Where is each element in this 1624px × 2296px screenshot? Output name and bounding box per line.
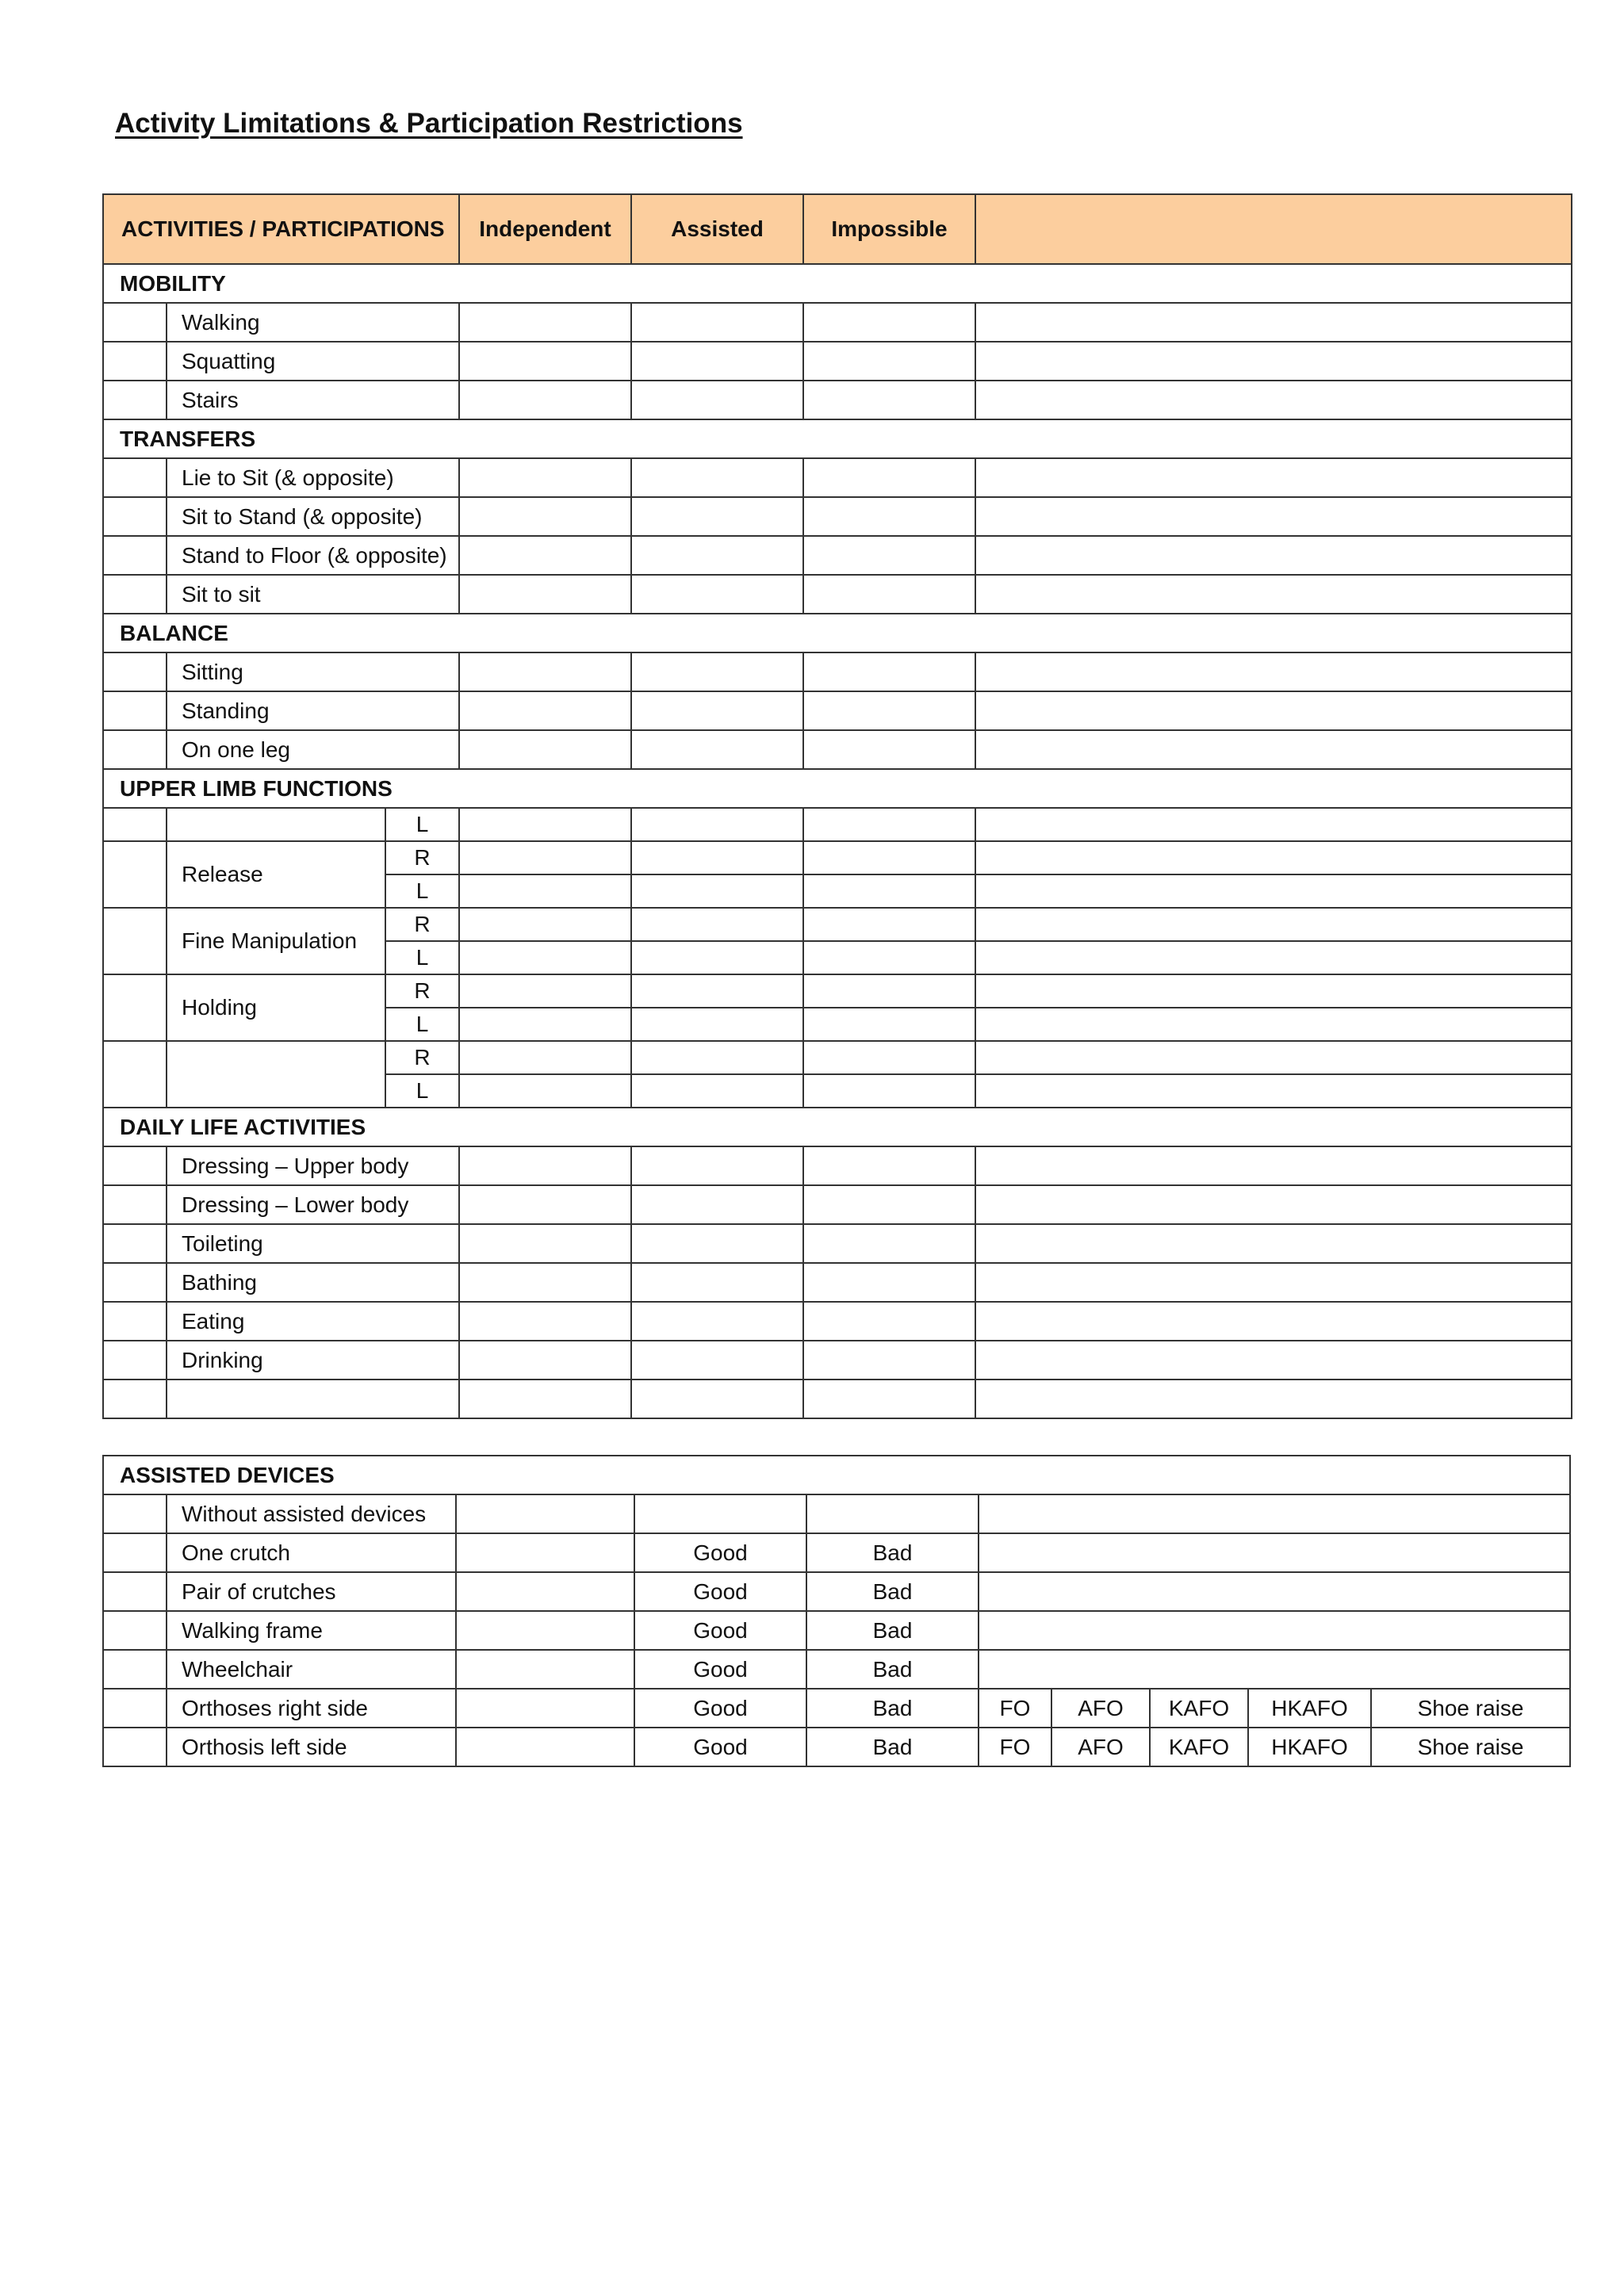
activity-label: Dressing – Upper body [167, 1146, 459, 1185]
device-label: Wheelchair [167, 1650, 456, 1689]
table-row [103, 1572, 1570, 1611]
notes-cell[interactable] [975, 303, 1572, 342]
blank-cell [103, 497, 167, 536]
orthosis-type-hkafo[interactable]: HKAFO [1248, 1689, 1371, 1728]
checkbox-independent[interactable] [459, 536, 631, 575]
table-row [103, 342, 1572, 381]
checkbox-assisted[interactable] [631, 730, 803, 769]
header-row [103, 194, 1572, 264]
side-label: R [385, 908, 459, 941]
checkbox-impossible[interactable] [803, 1263, 975, 1302]
table-row [103, 1533, 1570, 1572]
checkbox-impossible[interactable] [803, 1146, 975, 1185]
checkbox-assisted[interactable] [631, 575, 803, 614]
bad-option[interactable]: Bad [806, 1572, 979, 1611]
table-row [103, 974, 1572, 1008]
checkbox-impossible[interactable] [803, 1380, 975, 1418]
checkbox-independent[interactable] [459, 974, 631, 1008]
checkbox-impossible[interactable] [803, 342, 975, 381]
checkbox-assisted[interactable] [631, 1146, 803, 1185]
col-header-activities: ACTIVITIES / PARTICIPATIONS [103, 194, 459, 264]
checkbox-assisted[interactable] [631, 652, 803, 691]
notes-cell[interactable] [975, 730, 1572, 769]
col-header-assisted: Assisted [631, 194, 803, 264]
checkbox-assisted[interactable] [631, 1341, 803, 1380]
table-row [103, 730, 1572, 769]
checkbox-assisted[interactable] [631, 691, 803, 730]
checkbox-independent[interactable] [459, 1008, 631, 1041]
checkbox-device[interactable] [456, 1728, 634, 1766]
section-title-assisted-devices: ASSISTED DEVICES [103, 1456, 1570, 1494]
activity-label: Eating [167, 1302, 459, 1341]
checkbox-device[interactable] [456, 1611, 634, 1650]
checkbox-device[interactable] [456, 1494, 634, 1533]
table-row [103, 908, 1572, 941]
side-label: L [385, 808, 459, 841]
limb-function-label: Fine Manipulation [167, 908, 385, 974]
checkbox-assisted[interactable] [631, 941, 803, 974]
checkbox-impossible[interactable] [803, 974, 975, 1008]
checkbox-assisted[interactable] [631, 1224, 803, 1263]
orthosis-type-shoe-raise[interactable]: Shoe raise [1371, 1728, 1570, 1766]
checkbox-impossible[interactable] [803, 808, 975, 841]
section-title-daily-life: DAILY LIFE ACTIVITIES [103, 1108, 1572, 1146]
blank-cell [103, 1224, 167, 1263]
blank-cell [103, 575, 167, 614]
activity-label: Stand to Floor (& opposite) [167, 536, 459, 575]
section-title-upper-limb: UPPER LIMB FUNCTIONS [103, 769, 1572, 808]
blank-cell [103, 1611, 167, 1650]
checkbox-assisted[interactable] [631, 908, 803, 941]
checkbox-impossible[interactable] [803, 381, 975, 419]
checkbox-device[interactable] [456, 1533, 634, 1572]
blank-cell [167, 1041, 385, 1108]
checkbox-assisted[interactable] [631, 1008, 803, 1041]
blank-cell [103, 1728, 167, 1766]
limb-function-label: Holding [167, 974, 385, 1041]
checkbox-impossible[interactable] [803, 575, 975, 614]
blank-cell [103, 1494, 167, 1533]
notes-cell[interactable] [975, 381, 1572, 419]
checkbox-independent[interactable] [459, 381, 631, 419]
activity-label: Standing [167, 691, 459, 730]
col-header-notes [975, 194, 1572, 264]
side-label: R [385, 1041, 459, 1074]
activity-label: Dressing – Lower body [167, 1185, 459, 1224]
checkbox-impossible[interactable] [803, 1224, 975, 1263]
notes-cell[interactable] [979, 1650, 1570, 1689]
table-row [103, 1341, 1572, 1380]
checkbox-device[interactable] [456, 1650, 634, 1689]
checkbox-independent[interactable] [459, 1185, 631, 1224]
activities-table [102, 193, 1572, 1419]
checkbox-assisted[interactable] [631, 1041, 803, 1074]
checkbox-impossible[interactable] [803, 841, 975, 874]
checkbox-independent[interactable] [459, 1263, 631, 1302]
checkbox-impossible[interactable] [803, 1041, 975, 1074]
section-row-mobility [103, 264, 1572, 303]
notes-cell[interactable] [975, 941, 1572, 974]
section-row-daily-life [103, 1108, 1572, 1146]
notes-cell[interactable] [975, 652, 1572, 691]
notes-cell[interactable] [979, 1533, 1570, 1572]
blank-cell [103, 1263, 167, 1302]
checkbox-independent[interactable] [459, 941, 631, 974]
blank-cell [103, 1302, 167, 1341]
table-row [103, 303, 1572, 342]
blank-cell [167, 808, 385, 841]
activity-label: Sit to Stand (& opposite) [167, 497, 459, 536]
notes-cell[interactable] [979, 1572, 1570, 1611]
activity-label: Lie to Sit (& opposite) [167, 458, 459, 497]
checkbox-impossible[interactable] [803, 303, 975, 342]
notes-cell[interactable] [975, 536, 1572, 575]
good-option[interactable]: Good [634, 1689, 806, 1728]
activity-label: Sitting [167, 652, 459, 691]
orthosis-type-shoe-raise[interactable]: Shoe raise [1371, 1689, 1570, 1728]
notes-cell[interactable] [975, 1263, 1572, 1302]
checkbox-independent[interactable] [459, 908, 631, 941]
notes-cell[interactable] [975, 1341, 1572, 1380]
checkbox-assisted[interactable] [631, 1074, 803, 1108]
checkbox-impossible[interactable] [803, 1341, 975, 1380]
blank-cell [103, 1146, 167, 1185]
orthosis-type-fo[interactable]: FO [979, 1728, 1051, 1766]
orthosis-type-afo[interactable]: AFO [1051, 1728, 1150, 1766]
table-row [103, 1041, 1572, 1074]
checkbox-impossible[interactable] [803, 1074, 975, 1108]
table-row [103, 1611, 1570, 1650]
bad-option[interactable]: Bad [806, 1728, 979, 1766]
page-title: Activity Limitations & Participation Restrictions [115, 108, 743, 139]
section-row-transfers [103, 419, 1572, 458]
checkbox-assisted[interactable] [631, 974, 803, 1008]
checkbox-assisted[interactable] [631, 1263, 803, 1302]
table-row [103, 691, 1572, 730]
table-row [103, 1728, 1570, 1766]
checkbox-impossible[interactable] [803, 941, 975, 974]
notes-cell[interactable] [975, 1185, 1572, 1224]
notes-cell[interactable] [975, 1041, 1572, 1074]
notes-cell[interactable] [979, 1494, 1570, 1533]
side-label: L [385, 874, 459, 908]
activity-label: Squatting [167, 342, 459, 381]
table-row [103, 1146, 1572, 1185]
device-label: Without assisted devices [167, 1494, 456, 1533]
blank-cell [806, 1494, 979, 1533]
good-option[interactable]: Good [634, 1728, 806, 1766]
checkbox-independent[interactable] [459, 808, 631, 841]
notes-cell[interactable] [979, 1611, 1570, 1650]
table-row [103, 458, 1572, 497]
checkbox-independent[interactable] [459, 691, 631, 730]
notes-cell[interactable] [975, 1074, 1572, 1108]
checkbox-impossible[interactable] [803, 536, 975, 575]
checkbox-independent[interactable] [459, 1302, 631, 1341]
checkbox-independent[interactable] [459, 1380, 631, 1418]
checkbox-impossible[interactable] [803, 691, 975, 730]
checkbox-impossible[interactable] [803, 730, 975, 769]
good-option[interactable]: Good [634, 1572, 806, 1611]
notes-cell[interactable] [975, 974, 1572, 1008]
activity-label: Drinking [167, 1341, 459, 1380]
section-row-assisted-devices [103, 1456, 1570, 1494]
blank-cell [103, 1041, 167, 1108]
checkbox-assisted[interactable] [631, 1380, 803, 1418]
checkbox-assisted[interactable] [631, 381, 803, 419]
checkbox-impossible[interactable] [803, 1302, 975, 1341]
activity-label: On one leg [167, 730, 459, 769]
checkbox-impossible[interactable] [803, 1185, 975, 1224]
notes-cell[interactable] [975, 874, 1572, 908]
checkbox-independent[interactable] [459, 1146, 631, 1185]
table-row [103, 1185, 1572, 1224]
checkbox-assisted[interactable] [631, 342, 803, 381]
blank-cell [103, 458, 167, 497]
blank-cell [103, 1572, 167, 1611]
checkbox-device[interactable] [456, 1689, 634, 1728]
section-row-balance [103, 614, 1572, 652]
blank-cell [103, 841, 167, 908]
section-title-balance: BALANCE [103, 614, 1572, 652]
col-header-independent: Independent [459, 194, 631, 264]
section-row-upper-limb [103, 769, 1572, 808]
bad-option[interactable]: Bad [806, 1611, 979, 1650]
side-label: R [385, 841, 459, 874]
checkbox-assisted[interactable] [631, 458, 803, 497]
bad-option[interactable]: Bad [806, 1689, 979, 1728]
activity-label: Sit to sit [167, 575, 459, 614]
notes-cell[interactable] [975, 908, 1572, 941]
side-label: L [385, 941, 459, 974]
checkbox-independent[interactable] [459, 303, 631, 342]
side-label: L [385, 1074, 459, 1108]
blank-cell [103, 381, 167, 419]
blank-cell [103, 303, 167, 342]
blank-cell [103, 1380, 167, 1418]
table-row [103, 575, 1572, 614]
table-row [103, 381, 1572, 419]
device-label: Walking frame [167, 1611, 456, 1650]
notes-cell[interactable] [975, 808, 1572, 841]
checkbox-assisted[interactable] [631, 1185, 803, 1224]
checkbox-independent[interactable] [459, 342, 631, 381]
blank-cell [103, 691, 167, 730]
checkbox-independent[interactable] [459, 1341, 631, 1380]
good-option[interactable]: Good [634, 1611, 806, 1650]
blank-activity-cell[interactable] [167, 1380, 459, 1418]
section-title-transfers: TRANSFERS [103, 419, 1572, 458]
checkbox-assisted[interactable] [631, 497, 803, 536]
checkbox-impossible[interactable] [803, 1008, 975, 1041]
checkbox-device[interactable] [456, 1572, 634, 1611]
checkbox-assisted[interactable] [631, 1302, 803, 1341]
blank-cell [103, 1341, 167, 1380]
notes-cell[interactable] [975, 458, 1572, 497]
device-label: One crutch [167, 1533, 456, 1572]
checkbox-impossible[interactable] [803, 874, 975, 908]
bad-option[interactable]: Bad [806, 1650, 979, 1689]
notes-cell[interactable] [975, 691, 1572, 730]
blank-cell [103, 808, 167, 841]
orthosis-type-kafo[interactable]: KAFO [1150, 1728, 1248, 1766]
notes-cell[interactable] [975, 1302, 1572, 1341]
checkbox-impossible[interactable] [803, 458, 975, 497]
checkbox-assisted[interactable] [631, 874, 803, 908]
device-label: Orthosis left side [167, 1728, 456, 1766]
bad-option[interactable]: Bad [806, 1533, 979, 1572]
checkbox-impossible[interactable] [803, 497, 975, 536]
limb-function-label: Release [167, 841, 385, 908]
orthosis-type-fo[interactable]: FO [979, 1689, 1051, 1728]
notes-cell[interactable] [975, 497, 1572, 536]
checkbox-assisted[interactable] [631, 303, 803, 342]
checkbox-independent[interactable] [459, 1224, 631, 1263]
table-row [103, 1650, 1570, 1689]
checkbox-independent[interactable] [459, 874, 631, 908]
blank-cell [103, 652, 167, 691]
blank-cell [103, 342, 167, 381]
checkbox-independent[interactable] [459, 1074, 631, 1108]
blank-cell [103, 908, 167, 974]
blank-cell [103, 1185, 167, 1224]
table-row [103, 1494, 1570, 1533]
device-label: Pair of crutches [167, 1572, 456, 1611]
table-row [103, 841, 1572, 874]
blank-cell [634, 1494, 806, 1533]
checkbox-independent[interactable] [459, 575, 631, 614]
table-row [103, 808, 1572, 841]
good-option[interactable]: Good [634, 1650, 806, 1689]
orthosis-type-kafo[interactable]: KAFO [1150, 1689, 1248, 1728]
table-row [103, 497, 1572, 536]
checkbox-independent[interactable] [459, 841, 631, 874]
checkbox-impossible[interactable] [803, 908, 975, 941]
notes-cell[interactable] [975, 1224, 1572, 1263]
checkbox-impossible[interactable] [803, 652, 975, 691]
table-row [103, 1302, 1572, 1341]
blank-cell [103, 1650, 167, 1689]
checkbox-assisted[interactable] [631, 536, 803, 575]
notes-cell[interactable] [975, 342, 1572, 381]
checkbox-independent[interactable] [459, 730, 631, 769]
good-option[interactable]: Good [634, 1533, 806, 1572]
blank-cell [103, 730, 167, 769]
table-row [103, 1263, 1572, 1302]
side-label: R [385, 974, 459, 1008]
checkbox-independent[interactable] [459, 497, 631, 536]
table-row [103, 1224, 1572, 1263]
checkbox-independent[interactable] [459, 652, 631, 691]
notes-cell[interactable] [975, 841, 1572, 874]
notes-cell[interactable] [975, 1146, 1572, 1185]
side-label: L [385, 1008, 459, 1041]
checkbox-assisted[interactable] [631, 808, 803, 841]
assisted-devices-table [102, 1455, 1571, 1767]
device-label: Orthoses right side [167, 1689, 456, 1728]
notes-cell[interactable] [975, 575, 1572, 614]
table-row [103, 1380, 1572, 1418]
blank-cell [103, 974, 167, 1041]
table-row [103, 536, 1572, 575]
orthosis-type-hkafo[interactable]: HKAFO [1248, 1728, 1371, 1766]
blank-cell [103, 536, 167, 575]
checkbox-independent[interactable] [459, 458, 631, 497]
checkbox-assisted[interactable] [631, 841, 803, 874]
activity-label: Stairs [167, 381, 459, 419]
col-header-impossible: Impossible [803, 194, 975, 264]
blank-cell [103, 1689, 167, 1728]
checkbox-independent[interactable] [459, 1041, 631, 1074]
activity-label: Bathing [167, 1263, 459, 1302]
activity-label: Toileting [167, 1224, 459, 1263]
blank-cell [103, 1533, 167, 1572]
section-title-mobility: MOBILITY [103, 264, 1572, 303]
orthosis-type-afo[interactable]: AFO [1051, 1689, 1150, 1728]
activity-label: Walking [167, 303, 459, 342]
notes-cell[interactable] [975, 1380, 1572, 1418]
table-row [103, 652, 1572, 691]
notes-cell[interactable] [975, 1008, 1572, 1041]
table-row [103, 1689, 1570, 1728]
